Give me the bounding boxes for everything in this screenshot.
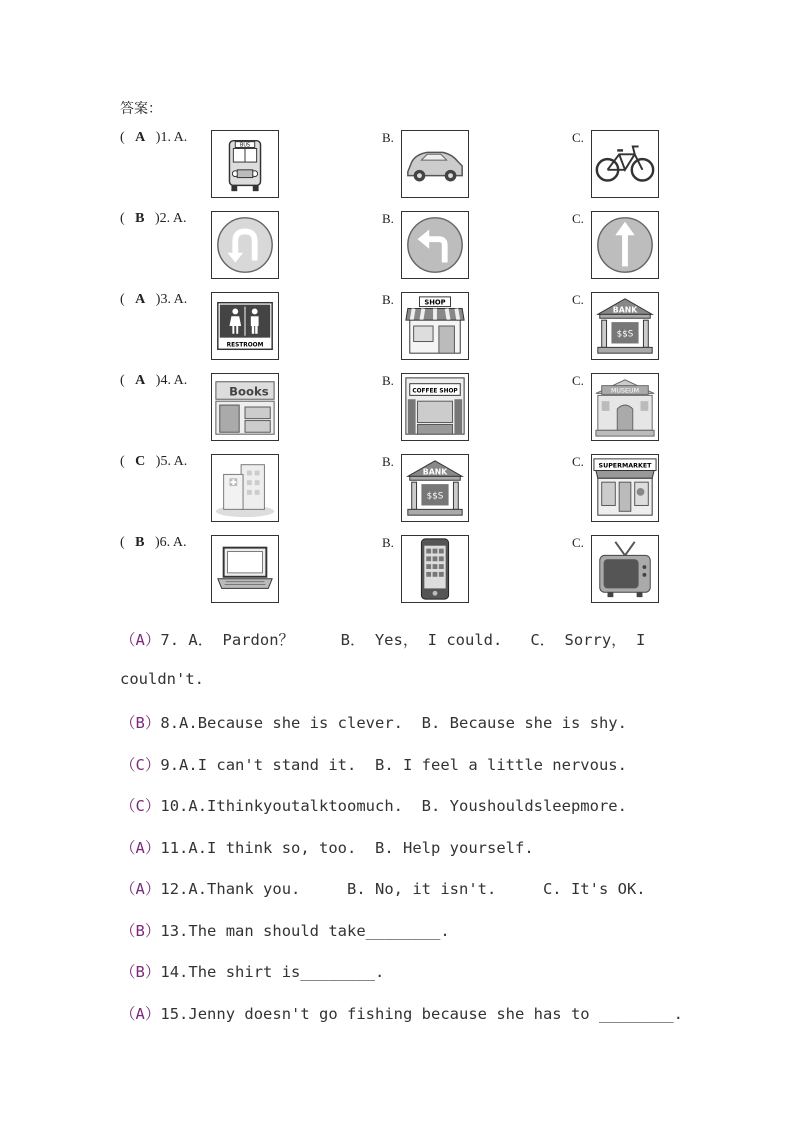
option-b-label: B. <box>382 211 394 226</box>
picture-question-2 <box>120 211 680 283</box>
question-14: （B）14.The shirt is________. <box>120 963 385 981</box>
hospital-icon <box>211 454 279 522</box>
question-13: （B）13.The man should take________. <box>120 922 450 940</box>
question-7: （A）7. A． Pardon？ B． Yes， I could. C． Sorry， I <box>120 631 646 649</box>
question-7-continuation: couldn't. <box>120 670 204 688</box>
go-straight-icon <box>591 211 659 279</box>
question-11: （A）11.A.I think so, too. B. Help yourself. <box>120 839 534 857</box>
option-c-label: C. <box>572 373 584 388</box>
phone-icon <box>401 535 469 603</box>
answer-slot: ( A )4. A. <box>120 373 188 388</box>
option-b-label: B. <box>382 130 394 145</box>
bicycle-icon <box>591 130 659 198</box>
question-12: （A）12.A.Thank you. B. No, it isn't. C. It's OK. <box>120 880 646 898</box>
books-sign: Books <box>229 384 269 399</box>
answer-heading: 答案： <box>120 102 162 117</box>
question-15: （A）15.Jenny doesn't go fishing because she has to ________. <box>120 1005 683 1023</box>
option-c-label: C. <box>572 130 584 145</box>
coffee-shop-sign: COFFEE SHOP <box>412 388 458 395</box>
question-8: （B）8.A.Because she is clever. B. Because she is shy. <box>120 714 627 732</box>
answer-slot: ( A )3. A. <box>120 292 188 307</box>
bank-dollar-sign: $$S <box>426 491 444 502</box>
option-b-label: B. <box>382 535 394 550</box>
shop-icon <box>401 292 469 360</box>
museum-icon <box>591 373 659 441</box>
u-turn-icon <box>211 211 279 279</box>
option-b-label: B. <box>382 292 394 307</box>
question-10: （C）10.A.Ithinkyoutalktoomuch. B. Youshouldsleepmore. <box>120 797 627 815</box>
answer-slot: ( B )6. A. <box>120 535 187 550</box>
option-c-label: C. <box>572 211 584 226</box>
bus-icon <box>211 130 279 198</box>
supermarket-icon <box>591 454 659 522</box>
car-icon <box>401 130 469 198</box>
laptop-icon <box>211 535 279 603</box>
question-9: （C）9.A.I can't stand it. B. I feel a little nervous. <box>120 756 627 774</box>
answer-slot: ( B )2. A. <box>120 211 187 226</box>
bank-icon <box>401 454 469 522</box>
picture-question-3 <box>120 292 680 364</box>
tv-icon <box>591 535 659 603</box>
picture-question-4 <box>120 373 680 445</box>
answer-slot: ( C )5. A. <box>120 454 188 469</box>
bank-icon <box>591 292 659 360</box>
option-b-label: B. <box>382 454 394 469</box>
restroom-sign: RESTROOM <box>226 342 264 349</box>
answer-slot: ( A )1. A. <box>120 130 188 145</box>
restroom-icon <box>211 292 279 360</box>
bus-sign: BUS <box>240 142 250 149</box>
bank-dollar-sign: $$S <box>616 329 634 340</box>
picture-question-1 <box>120 130 680 202</box>
picture-question-5 <box>120 454 680 526</box>
museum-sign: MUSEUM <box>610 387 640 395</box>
option-b-label: B. <box>382 373 394 388</box>
shop-sign: SHOP <box>424 298 446 307</box>
turn-left-icon <box>401 211 469 279</box>
option-c-label: C. <box>572 292 584 307</box>
coffee-shop-icon <box>401 373 469 441</box>
bookstore-icon <box>211 373 279 441</box>
option-c-label: C. <box>572 535 584 550</box>
option-c-label: C. <box>572 454 584 469</box>
bank-sign: BANK <box>612 305 638 315</box>
supermarket-sign: SUPERMARKET <box>598 462 652 470</box>
bank-sign: BANK <box>422 467 448 477</box>
picture-question-6 <box>120 535 680 607</box>
